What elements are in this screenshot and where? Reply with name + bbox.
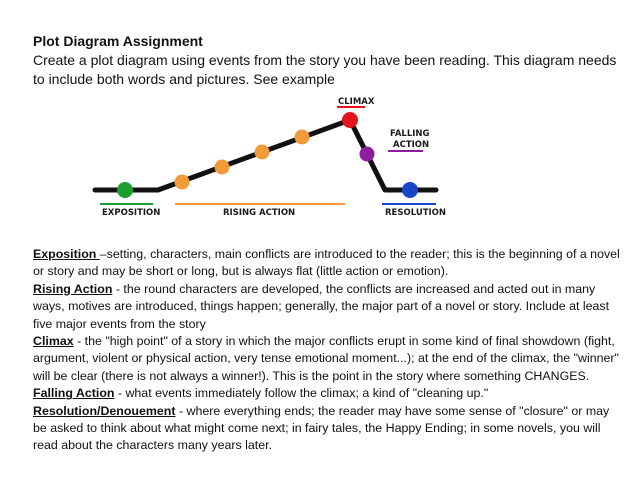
definition-resolution	[33, 403, 623, 455]
exposition-point	[117, 182, 133, 198]
term-falling-action: Falling Action	[33, 386, 115, 401]
rising-event-point	[215, 160, 230, 175]
exposition-label: EXPOSITION	[102, 208, 161, 218]
climax-label: CLIMAX	[338, 97, 375, 107]
definition-text: –setting, characters, main conflicts are introduced to the reader; this is the beginning of a novel or story and may be short or long, but is always flat (little action or emotion).	[33, 247, 620, 279]
rising-event-point	[255, 145, 270, 160]
definition-text: - the round characters are developed, the conflicts are increased and acted out in many ways, motives are introduced, things happen; generally, the major part of a novel or story. Include at least five major events from the story	[33, 281, 610, 331]
falling-action-point	[360, 147, 375, 162]
rising-event-point	[175, 175, 190, 190]
definition-text: - where everything ends; the reader may have some sense of "closure" or may be asked to think about what might come next; in fairy tales, the Happy Ending; in some novels, you will read about the characters many years later.	[33, 403, 610, 453]
resolution-point	[402, 182, 418, 198]
term-resolution: Resolution/Denouement	[33, 403, 176, 418]
rising-action-label: RISING ACTION	[223, 208, 296, 218]
definitions	[33, 246, 623, 455]
climax-point	[342, 112, 358, 128]
definition-falling-action	[33, 385, 623, 402]
falling-action-label-line1: FALLING	[390, 129, 430, 139]
page-title: Plot Diagram Assignment	[33, 33, 203, 49]
definition-climax	[33, 333, 623, 385]
definition-rising-action	[33, 281, 623, 333]
assignment-instructions: Create a plot diagram using events from the story you have been reading. This diagram needs to include both words and pictures. See example	[33, 52, 617, 87]
plot-diagram	[90, 93, 450, 228]
resolution-label: RESOLUTION	[385, 208, 447, 218]
term-climax: Climax	[33, 334, 74, 349]
term-rising-action: Rising Action	[33, 281, 113, 296]
definition-text: - the "high point" of a story in which the major conflicts erupt in some kind of final showdown (fight, argument, violent or physical action, very tense emotional moment...); at the end of the climax, the "winner" will be clear (there is not always a winner!). This is the point in the story where something CHANGES.	[33, 334, 619, 383]
definition-text: - what events immediately follow the climax; a kind of "cleaning up."	[114, 386, 489, 401]
definition-exposition	[33, 246, 623, 281]
falling-action-label-line2: ACTION	[393, 140, 430, 150]
term-exposition: Exposition	[33, 247, 100, 261]
rising-event-point	[295, 130, 310, 145]
